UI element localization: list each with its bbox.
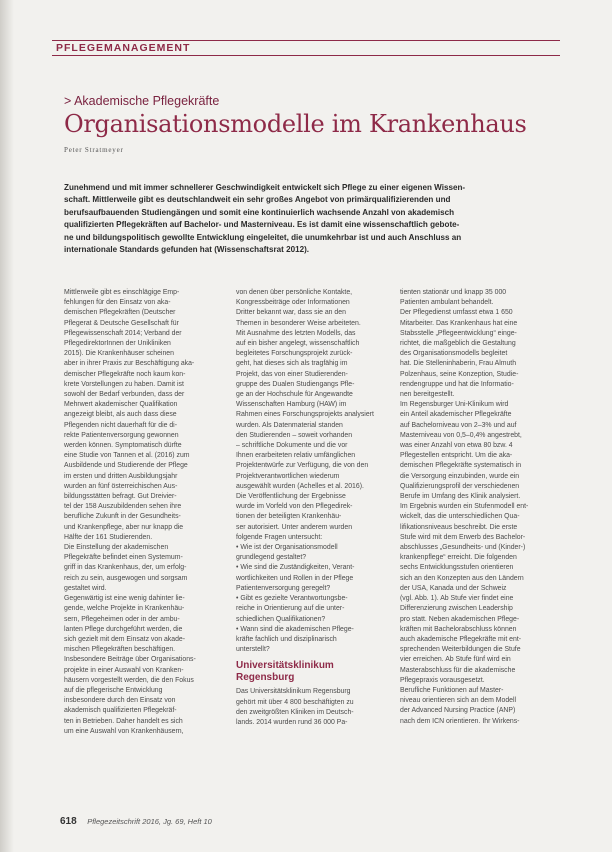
text-line: Kongressbeiträge oder Informationen xyxy=(236,299,350,307)
text-line: reich zu sein, ausgewogen und sorgsam xyxy=(64,574,188,582)
section-heading: Universitätsklinikum Regensburg xyxy=(236,660,334,684)
text-line: der USA, Kanada und der Schweiz xyxy=(400,584,507,592)
text-line: die Versorgung einzubinden, wurde ein xyxy=(400,472,520,480)
text-line: Mit Ausnahme des letzten Modells, das xyxy=(236,329,356,337)
text-line: auf ein bisher angelegt, wissenschaftlich xyxy=(236,340,360,348)
text-line: Gegenwärtig ist eine wenig dahinter lie- xyxy=(64,595,185,603)
text-line: werden können. Symptomatisch dürfte xyxy=(64,442,182,450)
text-line: Ihnen erarbeiteten relativ umfänglichen xyxy=(236,452,356,460)
text-line: reiche in Orientierung auf die unter- xyxy=(236,605,345,613)
text-line: was einer Anzahl von etwa 80 bzw. 4 xyxy=(400,442,513,450)
article-author: Peter Stratmeyer xyxy=(64,146,124,154)
text-line: krankenpflege“ erreicht. Die folgenden xyxy=(400,554,517,562)
text-line: Qualifizierungsprofil der verschiedenen xyxy=(400,482,520,490)
text-line: mischen Pflegekräften beschäftigen. xyxy=(64,646,176,654)
text-line: Der Pflegedienst umfasst etwa 1 650 xyxy=(400,309,513,317)
text-line: Ausbildende und Studierende der Pflege xyxy=(64,462,188,470)
text-line: ge an der Hochschule für Angewandte xyxy=(236,391,353,399)
text-line: Masterniveau von 0,5–0,4% angestrebt, xyxy=(400,431,522,439)
text-line: Polzenhaus, seine Konzeption, Studie- xyxy=(400,370,519,378)
text-line: geht, hat dieses sich als tragfähig im xyxy=(236,360,348,368)
text-line: ein Anteil akademischer Pflegekräfte xyxy=(400,411,512,419)
text-line: Projekt, das von einer Studierenden- xyxy=(236,370,348,378)
text-line: berufliche Zukunft in der Gesundheits- xyxy=(64,513,181,521)
text-line: Im Regensburger Uni-Klinikum wird xyxy=(400,401,509,409)
text-line: richtet, die maßgeblich die Gestaltung xyxy=(400,340,516,348)
text-line: rendengruppe und hat die Informatio- xyxy=(400,380,514,388)
text-line: wickelt, das die unterschiedlichen Qua- xyxy=(400,513,520,521)
section-bar xyxy=(52,40,560,56)
text-line: abschlusses „Gesundheits- und (Kinder-) xyxy=(400,544,526,552)
text-line: im ersten und dritten Ausbildungsjahr xyxy=(64,472,178,480)
text-line: demischer Pflegekräfte noch kaum kon- xyxy=(64,370,186,378)
text-line: grundlegend gestaltet? xyxy=(236,554,307,562)
text-line: den Studierenden – soweit vorhanden xyxy=(236,431,353,439)
text-line: Rahmen eines Forschungsprojekts analysiert xyxy=(236,411,374,419)
text-line: gruppe des Dualen Studiengangs Pfle- xyxy=(236,380,355,388)
text-line: unterstellt? xyxy=(236,646,270,654)
text-line: auf Bachelorniveau von 2–3% und auf xyxy=(400,421,517,429)
text-line: sern, Pflegeheimen oder in der ambu- xyxy=(64,615,180,623)
text-line: sprechenden Weiterbildungen die Stufe xyxy=(400,646,521,654)
text-line: rekte Patientenversorgung gewonnen xyxy=(64,431,179,439)
text-line: Pflegepraxis vorausgesetzt. xyxy=(400,676,485,684)
text-line: Projektentwürfe zur Verfügung, die von den xyxy=(236,462,369,470)
text-line: Mittlerweile gibt es einschlägige Emp- xyxy=(64,289,180,296)
text-line: projekte in einer Auswahl von Kranken- xyxy=(64,666,184,674)
text-line: griff in das Krankenhaus, der, um erfolg- xyxy=(64,564,187,572)
section-label: PFLEGEMANAGEMENT xyxy=(56,42,191,54)
text-line: demischen Pflegekräften (Deutscher xyxy=(64,309,176,317)
text-line: Pflegenden nicht dauerhaft für die di- xyxy=(64,421,178,429)
text-line: auch akademische Pflegekräfte mit ent- xyxy=(400,635,522,643)
lead-line: Zunehmend und mit immer schnellerer Geschwindigkeit entwickelt sich Pflege zu einer eigenen Wissen- xyxy=(64,183,466,192)
text-line: Pflegerat & Deutsche Gesellschaft für xyxy=(64,319,179,327)
text-line: Dritter bekannt war, dass sie an den xyxy=(236,309,346,317)
text-line: sowohl der Bedarf verbunden, dass der xyxy=(64,391,185,399)
text-line: tienten stationär und knapp 35 000 xyxy=(400,289,507,296)
text-line: schiedlichen Qualifikationen? xyxy=(236,615,326,623)
text-line: häusern vorgestellt werden, die den Fokus xyxy=(64,676,194,684)
text-line: Stufe wird mit dem Erwerb des Bachelor- xyxy=(400,533,526,541)
text-line: tionen der beteiligten Krankenhäu- xyxy=(236,513,342,521)
text-line: – schriftliche Dokumente und die vor xyxy=(236,442,348,450)
text-line: aber in ihrer Praxis zur Beschäftigung aka- xyxy=(64,360,195,368)
text-line: Pflegestellen entspricht. Um die aka- xyxy=(400,452,513,460)
page-number: 618 xyxy=(60,816,77,827)
text-line: folgende Fragen untersucht: xyxy=(236,533,323,541)
text-line: auf die pflegerische Entwicklung xyxy=(64,686,163,694)
text-line: und Krankenpflege, aber nur knapp die xyxy=(64,523,184,531)
text-line: ser autorisiert. Unter anderem wurden xyxy=(236,523,353,531)
lead-line: berufsaufbauenden Studiengängen und somit eine kontinuierlich wachsende Anzahl von akademisch xyxy=(64,207,455,217)
text-line: pro statt. Neben akademischen Pflege- xyxy=(400,615,520,623)
lead-line: internationale Standards gefunden hat (Wissenschaftsrat 2012). xyxy=(64,245,310,255)
text-line: begleitetes Forschungsprojekt zurück- xyxy=(236,350,353,358)
article-kicker: > Akademische Pflegekräfte xyxy=(64,94,220,108)
text-line: vier erreichen. Ab Stufe fünf wird ein xyxy=(400,656,511,664)
text-line: Wissenschaften Hamburg (HAW) im xyxy=(236,401,347,409)
text-line: Die Veröffentlichung der Ergebnisse xyxy=(236,493,346,501)
text-line: kräften mit Bachelorabschluss können xyxy=(400,625,517,633)
text-line: fehlungen für den Einsatz von aka- xyxy=(64,299,171,307)
text-line: Insbesondere Beiträge über Organisations- xyxy=(64,656,196,664)
text-line: Hälfte der 161 Studierenden. xyxy=(64,533,153,541)
article-title: Organisationsmodelle im Krankenhaus xyxy=(64,110,527,138)
text-line: Masterabschluss für die akademische xyxy=(400,666,516,674)
text-line: um eine Auswahl von Krankenhäusern, xyxy=(64,727,184,735)
text-line: kräfte fachlich und disziplinarisch xyxy=(236,635,337,643)
lead-line: ne und bildungspolitisch gewollte Entwicklung eingeleitet, die unumkehrbar ist und auch Anschluss an xyxy=(64,232,462,242)
journal-citation: Pflegezeitschrift 2016, Jg. 69, Heft 10 xyxy=(87,817,212,826)
text-line: lanten Pflege durchgeführt werden, die xyxy=(64,625,183,633)
text-line: Im Ergebnis wurden ein Stufenmodell ent- xyxy=(400,503,529,511)
text-line: tel der 158 Auszubildenden sehen ihre xyxy=(64,503,182,511)
text-line: Mehrwert akademischer Qualifikation xyxy=(64,401,178,409)
text-line: sich an den Konzepten aus den Ländern xyxy=(400,574,524,582)
text-line: • Gibt es gezielte Verantwortungsbe- xyxy=(236,595,348,603)
text-line: den zweitgrößten Kliniken im Deutsch- xyxy=(236,708,354,716)
text-line: ausgewählt wurden (Achelles et al. 2016). xyxy=(236,482,364,490)
text-line: Patientenversorgung geregelt? xyxy=(236,584,331,592)
text-line: Pflegekräfte befindet einen Systemum- xyxy=(64,554,183,562)
text-line: von denen über persönliche Kontakte, xyxy=(236,289,353,296)
text-line: demischen Pflegekräfte systematisch in xyxy=(400,462,522,470)
text-line: Patienten ambulant behandelt. xyxy=(400,299,494,307)
text-line: Differenzierung zwischen Leadership xyxy=(400,605,513,613)
text-line: gehört mit über 4 800 beschäftigten zu xyxy=(236,698,354,706)
text-line: insbesondere durch den Einsatz von xyxy=(64,697,176,705)
text-line: • Wann sind die akademischen Pflege- xyxy=(236,625,354,633)
text-line: der Advanced Nursing Practice (ANP) xyxy=(400,707,516,715)
text-line: wortlichkeiten und Rollen in der Pflege xyxy=(236,574,354,582)
text-line: angezeigt bleibt, als auch dass diese xyxy=(64,411,177,419)
text-line: wurde im Vorfeld von den Pflegedirek- xyxy=(236,503,353,511)
text-line: akademisch qualifizierten Pflegekräf- xyxy=(64,707,177,715)
text-column-1 xyxy=(64,288,212,737)
text-line: PflegedirektorInnen der Unikliniken xyxy=(64,340,171,348)
text-line: lands. 2014 wurden rund 36 000 Pa- xyxy=(236,718,348,726)
text-line: sich gezielt mit dem Einsatz von akade- xyxy=(64,635,186,643)
text-line: Themen in besonderer Weise arbeiteten. xyxy=(236,319,361,327)
text-line: eine Studie von Tannen et al. (2016) zum xyxy=(64,452,190,460)
text-line: gestaltet wird. xyxy=(64,584,107,592)
text-line: wurden an fünf österreichischen Aus- xyxy=(64,482,178,490)
text-line: gende, welche Projekte in Krankenhäu- xyxy=(64,605,185,613)
text-line: nen bereitgestellt. xyxy=(400,391,455,399)
text-line: hat. Die Stelleninhaberin, Frau Almuth xyxy=(400,360,517,368)
text-line: ten in Betrieben. Daher handelt es sich xyxy=(64,717,183,725)
text-line: Projektverantwortlichen wiederum xyxy=(236,472,340,480)
text-line: Pflegewissenschaft 2014; Verband der xyxy=(64,329,182,337)
text-line: sechs Entwicklungsstufen orientieren xyxy=(400,564,514,572)
text-line: (vgl. Abb. 1). Ab Stufe vier findet eine xyxy=(400,595,514,603)
page-footer xyxy=(60,816,212,827)
lead-line: schaft. Mittlerweile gibt es deutschlandweit ein sehr großes Angebot von primärqualifizierenden und xyxy=(64,195,451,205)
text-line: Berufliche Funktionen auf Master- xyxy=(400,686,504,694)
text-line: • Wie ist der Organisationsmodell xyxy=(236,544,338,552)
text-line: 2015). Die Krankenhäuser scheinen xyxy=(64,350,174,358)
text-line: niveau orientieren sich an dem Modell xyxy=(400,697,517,705)
text-line: Stabsstelle „Pflegeentwicklung“ einge- xyxy=(400,329,517,337)
text-column-2 xyxy=(236,288,384,728)
article-lead xyxy=(64,182,552,256)
text-line: des Organisationsmodells begleitet xyxy=(400,350,508,358)
text-line: nach dem ICN orientieren. Ihr Wirkens- xyxy=(400,717,520,725)
text-column-3 xyxy=(400,288,548,727)
text-line: lifikationsniveaus beschreibt. Die erste xyxy=(400,523,518,531)
text-line: krete Vorstellungen zu haben. Damit ist xyxy=(64,380,184,388)
text-line: Mitarbeiter. Das Krankenhaus hat eine xyxy=(400,319,518,327)
text-line: Die Einstellung der akademischen xyxy=(64,544,169,552)
text-line: • Wie sind die Zuständigkeiten, Verant- xyxy=(236,564,355,572)
text-line: Berufe im Umfang des Klinik analysiert. xyxy=(400,493,521,501)
lead-line: qualifizierten Pflegekräften auf Bachelor- und Masterniveau. Es ist damit eine wissenschaftlich gebote- xyxy=(64,220,460,230)
text-line: Das Universitätsklinikum Regensburg xyxy=(236,688,351,696)
text-line: wurden. Als Datenmaterial standen xyxy=(236,421,343,429)
text-line: bildungsstätten befragt. Gut Dreivier- xyxy=(64,493,177,501)
